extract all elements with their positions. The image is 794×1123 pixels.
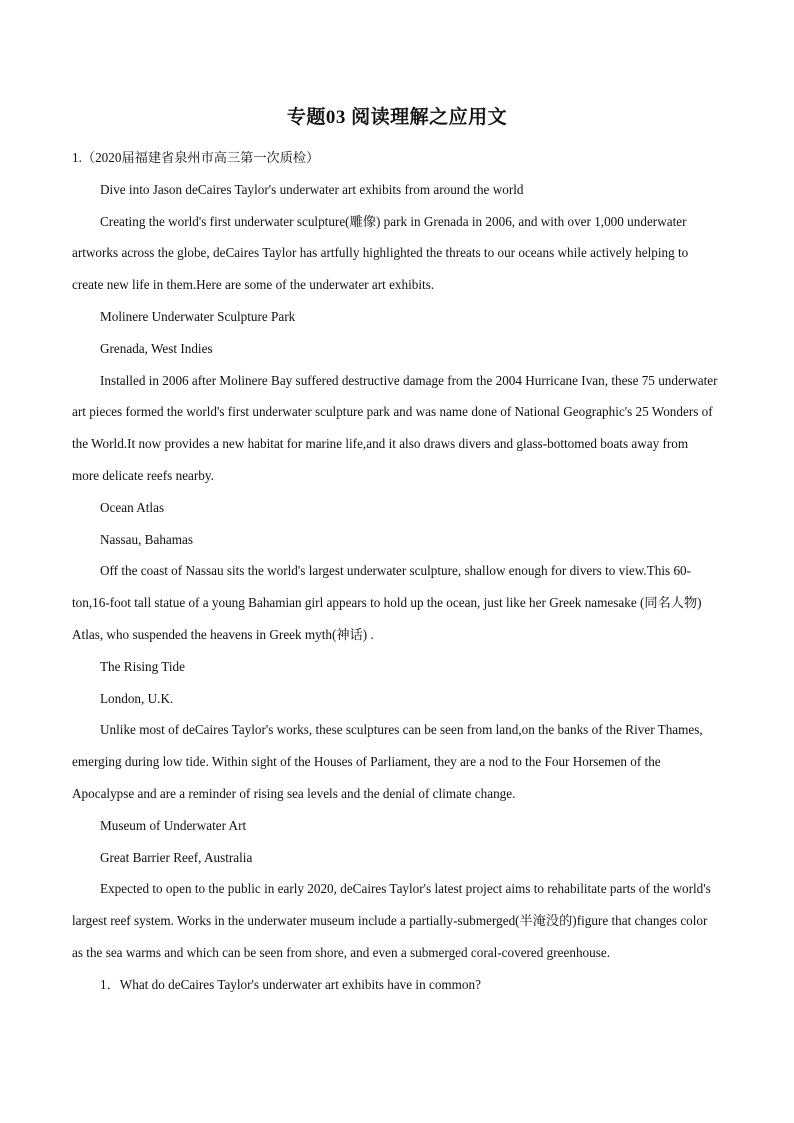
section-paragraph: Expected to open to the public in early 2020, deCaires Taylor's latest project aims to rehabilitate parts of the world's largest reef system. Works in the underwater museum include a partially-submerged(半淹没的)figure that changes color as the sea warms and which can be seen from shore, and even a submerged coral-covered greenhouse.	[72, 881, 711, 960]
document-body	[72, 142, 718, 1001]
section-paragraph: Unlike most of deCaires Taylor's works, these sculptures can be seen from land,on the banks of the River Thames, emerging during low tide. Within sight of the Houses of Parliament, they are a nod to the Four Horsemen of the Apocalypse and are a reminder of rising sea levels and the denial of climate change.	[72, 722, 703, 801]
section-location: Nassau, Bahamas	[100, 531, 194, 547]
section-location: Great Barrier Reef, Australia	[100, 849, 253, 865]
section-paragraph: Installed in 2006 after Molinere Bay suffered destructive damage from the 2004 Hurricane Ivan, these 75 underwater art pieces formed the world's first underwater sculpture park and was name done of National Geographic's 25 Wonders of the World.It now provides a new habitat for marine life,and it also draws divers and glass-bottomed boats away from more delicate reefs nearby.	[72, 372, 718, 483]
section-location: Grenada, West Indies	[100, 340, 213, 356]
section-name: Molinere Underwater Sculpture Park	[100, 308, 296, 324]
section-name: The Rising Tide	[100, 658, 186, 674]
page-title: 专题03 阅读理解之应用文	[286, 107, 508, 128]
passage-heading: Dive into Jason deCaires Taylor's underwater art exhibits from around the world	[100, 181, 524, 197]
section-paragraph: Off the coast of Nassau sits the world's largest underwater sculpture, shallow enough for divers to view.This 60-ton,16-foot tall statue of a young Bahamian girl appears to hold up the ocean, just like her Greek namesake (同名人物) Atlas, who suspended the heavens in Greek myth(神话) .	[72, 563, 702, 642]
question-source: 1.（2020届福建省泉州市高三第一次质检）	[72, 150, 320, 165]
intro-paragraph: Creating the world's first underwater sculpture(雕像) park in Grenada in 2006, and with over 1,000 underwater artworks across the globe, deCaires Taylor has artfully highlighted the threats to our oceans while actively helping to create new life in them.Here are some of the underwater art exhibits.	[72, 213, 689, 293]
question-1: 1．What do deCaires Taylor's underwater art exhibits have in common?	[100, 976, 481, 992]
section-name: Ocean Atlas	[100, 499, 165, 515]
section-name: Museum of Underwater Art	[100, 817, 247, 833]
section-location: London, U.K.	[100, 690, 174, 706]
